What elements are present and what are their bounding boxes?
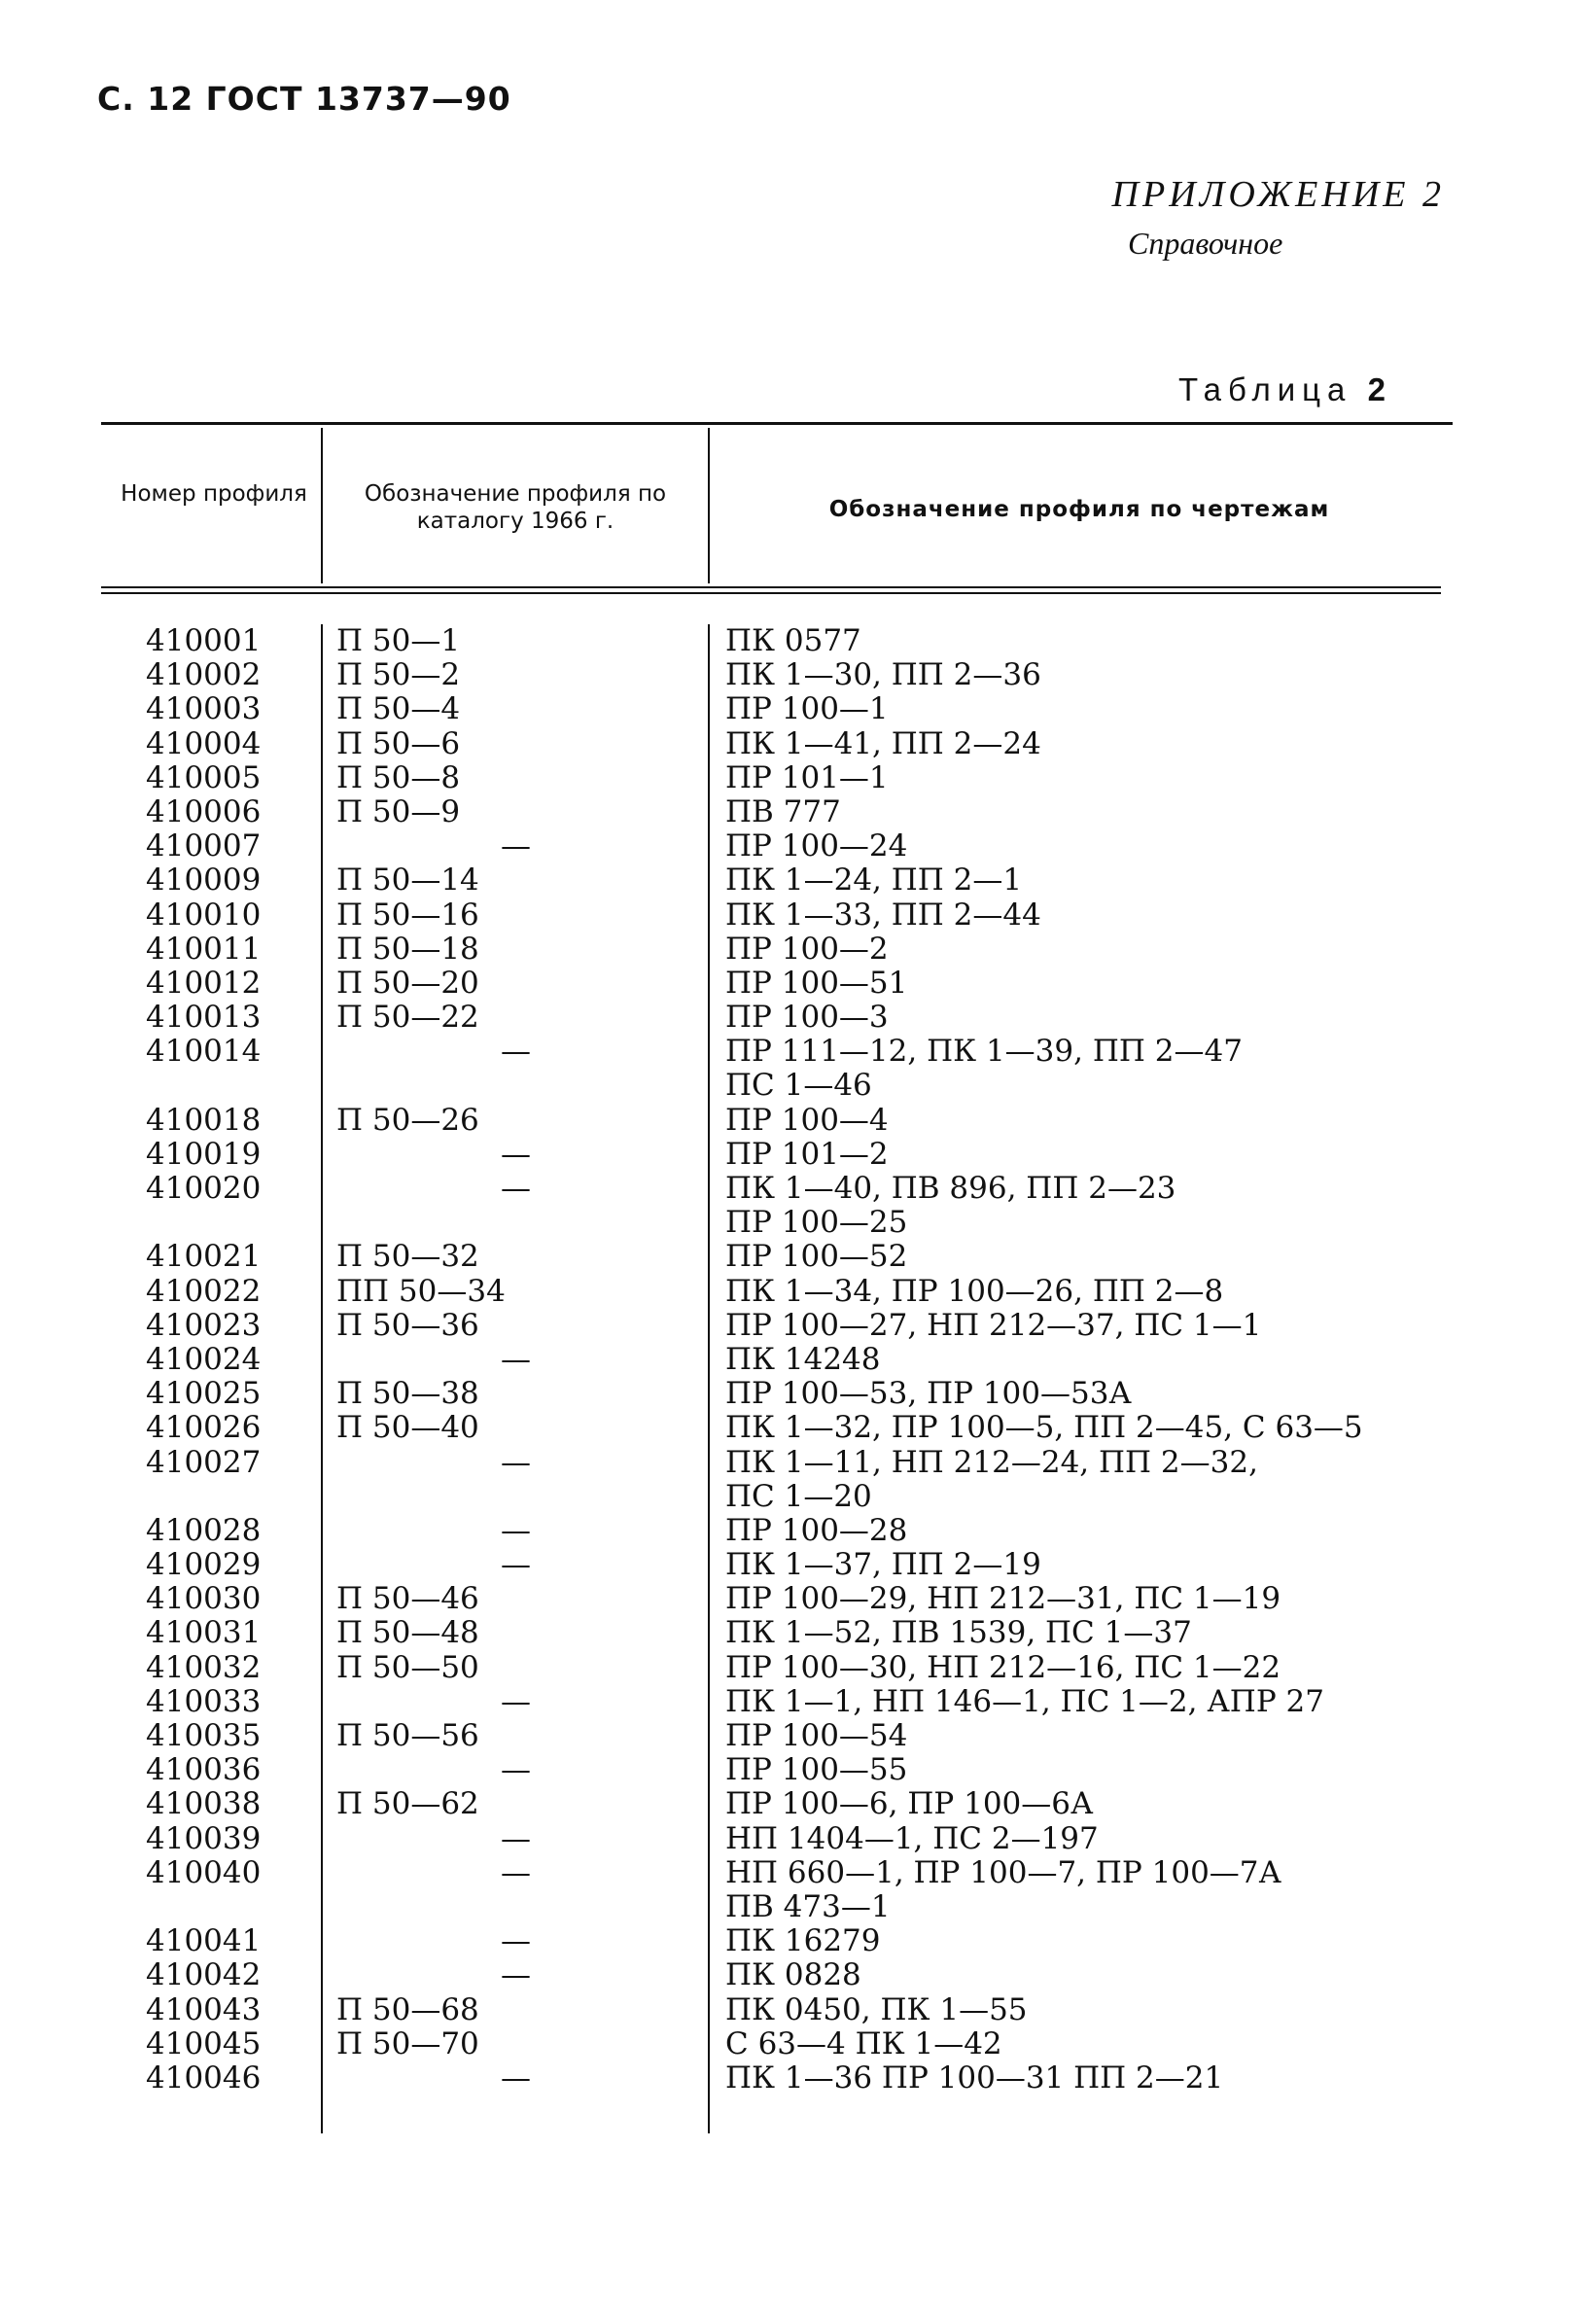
- drawing-designation: ПК 0828: [725, 1957, 861, 1993]
- table-row: [0, 1856, 1579, 1890]
- catalog-designation: —: [501, 1547, 531, 1583]
- drawing-designation: ПК 1—52, ПВ 1539, ПС 1—37: [725, 1615, 1192, 1651]
- table-row: [0, 2027, 1579, 2061]
- catalog-designation: —: [501, 1854, 531, 1890]
- drawing-designation: ПК 0577: [725, 623, 861, 658]
- table-row: [0, 1001, 1579, 1035]
- table-row: [0, 1206, 1579, 1240]
- profile-number: 410002: [146, 657, 262, 693]
- catalog-designation: —: [501, 1341, 531, 1377]
- profile-number: 410033: [146, 1683, 262, 1719]
- table-row: [0, 1514, 1579, 1548]
- drawing-designation: ПК 1—41, ПП 2—24: [725, 725, 1041, 761]
- table-body: [0, 624, 1579, 2095]
- profile-number: 410006: [146, 793, 262, 829]
- table-row: [0, 727, 1579, 761]
- table-label-number: 2: [1367, 371, 1386, 407]
- table-row: [0, 967, 1579, 1001]
- profile-number: 410022: [146, 1273, 262, 1309]
- catalog-designation: —: [501, 1444, 531, 1480]
- drawing-designation: ПК 1—24, ПП 2—1: [725, 863, 1023, 898]
- drawing-designation: ПР 100—25: [725, 1205, 908, 1241]
- table-row: [0, 829, 1579, 863]
- profile-number: 410043: [146, 1991, 262, 2027]
- column-divider: [708, 428, 710, 583]
- drawing-designation: ПК 1—32, ПР 100—5, ПП 2—45, С 63—5: [725, 1410, 1363, 1446]
- catalog-designation: —: [501, 2060, 531, 2095]
- catalog-designation: —: [501, 1512, 531, 1548]
- profile-number: 410021: [146, 1239, 262, 1275]
- drawing-designation: ПК 0450, ПК 1—55: [725, 1991, 1028, 2027]
- drawing-designation: ПК 1—36 ПР 100—31 ПП 2—21: [725, 2060, 1224, 2095]
- table-row: [0, 1377, 1579, 1411]
- profile-number: 410036: [146, 1752, 262, 1788]
- drawing-designation: ПК 16279: [725, 1923, 881, 1959]
- drawing-designation: ПР 100—55: [725, 1752, 908, 1788]
- profile-number: 410007: [146, 828, 262, 864]
- table-label-word: Таблица: [1178, 371, 1352, 407]
- profile-number: 410023: [146, 1307, 262, 1343]
- table-top-rule: [101, 422, 1453, 425]
- drawing-designation: ПР 100—27, НП 212—37, ПС 1—1: [725, 1307, 1262, 1343]
- profile-number: 410041: [146, 1923, 262, 1959]
- drawing-designation: ПР 101—2: [725, 1136, 889, 1172]
- table-row: [0, 1343, 1579, 1377]
- profile-number: 410027: [146, 1444, 262, 1480]
- drawing-designation: ПК 1—11, НП 212—24, ПП 2—32,: [725, 1444, 1258, 1480]
- table-row: [0, 933, 1579, 967]
- table-row: [0, 1787, 1579, 1821]
- profile-number: 410039: [146, 1820, 262, 1856]
- drawing-designation: ПР 100—30, НП 212—16, ПС 1—22: [725, 1649, 1281, 1685]
- header-rule: [101, 586, 1441, 588]
- header-catalog-1966: Обозначение профиля по каталогу 1966 г.: [364, 481, 667, 534]
- table-row: [0, 1924, 1579, 1958]
- table-row: [0, 1822, 1579, 1856]
- profile-number: 410042: [146, 1957, 262, 1993]
- profile-number: 410011: [146, 931, 262, 967]
- profile-number: 410012: [146, 965, 262, 1001]
- catalog-designation: —: [501, 1752, 531, 1788]
- catalog-designation: П 50—26: [336, 1102, 479, 1138]
- catalog-designation: П 50—9: [336, 793, 461, 829]
- table-row: [0, 1172, 1579, 1206]
- table-row: [0, 2061, 1579, 2095]
- profile-number: 410025: [146, 1376, 262, 1412]
- table-row: [0, 1616, 1579, 1650]
- catalog-designation: П 50—1: [336, 623, 461, 658]
- catalog-designation: —: [501, 1683, 531, 1719]
- column-divider: [321, 428, 323, 583]
- appendix-note: Справочное: [1128, 226, 1283, 261]
- catalog-designation: П 50—16: [336, 897, 479, 933]
- catalog-designation: П 50—68: [336, 1991, 479, 2027]
- table-row: [0, 1275, 1579, 1309]
- drawing-designation: ПС 1—20: [725, 1478, 872, 1514]
- catalog-designation: П 50—50: [336, 1649, 479, 1685]
- drawing-designation: ПР 101—1: [725, 759, 889, 795]
- table-row: [0, 1993, 1579, 2027]
- table-row: [0, 863, 1579, 898]
- profile-number: 410004: [146, 725, 262, 761]
- table-row: [0, 1309, 1579, 1343]
- table-row: [0, 1685, 1579, 1719]
- drawing-designation: НП 660—1, ПР 100—7, ПР 100—7А: [725, 1854, 1281, 1890]
- drawing-designation: ПК 14248: [725, 1341, 881, 1377]
- profile-number: 410031: [146, 1615, 262, 1651]
- page-reference: С. 12 ГОСТ 13737—90: [97, 80, 511, 118]
- drawing-designation: ПК 1—37, ПП 2—19: [725, 1547, 1041, 1583]
- table-row: [0, 1582, 1579, 1616]
- drawing-designation: ПР 100—6, ПР 100—6А: [725, 1786, 1094, 1822]
- drawing-designation: ПР 100—54: [725, 1718, 908, 1753]
- catalog-designation: ПП 50—34: [336, 1273, 506, 1309]
- profile-number: 410035: [146, 1718, 262, 1753]
- table-row: [0, 795, 1579, 829]
- catalog-designation: П 50—4: [336, 691, 461, 727]
- table-row: [0, 761, 1579, 795]
- catalog-designation: П 50—32: [336, 1239, 479, 1275]
- table-row: [0, 1890, 1579, 1924]
- table-row: [0, 1104, 1579, 1138]
- table-row: [0, 1138, 1579, 1172]
- header-rule: [101, 592, 1441, 594]
- profile-number: 410020: [146, 1171, 262, 1206]
- catalog-designation: П 50—70: [336, 2025, 479, 2061]
- profile-number: 410019: [146, 1136, 262, 1172]
- catalog-designation: —: [501, 1820, 531, 1856]
- catalog-designation: П 50—62: [336, 1786, 479, 1822]
- table-row: [0, 1240, 1579, 1274]
- table-row: [0, 1958, 1579, 1992]
- table-row: [0, 624, 1579, 658]
- drawing-designation: ПР 100—51: [725, 965, 908, 1001]
- profile-number: 410018: [146, 1102, 262, 1138]
- table-row: [0, 1651, 1579, 1685]
- profile-number: 410040: [146, 1854, 262, 1890]
- drawing-designation: НП 1404—1, ПС 2—197: [725, 1820, 1099, 1856]
- drawing-designation: ПС 1—46: [725, 1068, 872, 1104]
- catalog-designation: П 50—36: [336, 1307, 479, 1343]
- profile-number: 410026: [146, 1410, 262, 1446]
- profile-number: 410045: [146, 2025, 262, 2061]
- profile-number: 410014: [146, 1034, 262, 1070]
- drawing-designation: ПР 111—12, ПК 1—39, ПП 2—47: [725, 1034, 1243, 1070]
- profile-number: 410030: [146, 1581, 262, 1617]
- drawing-designation: ПК 1—40, ПВ 896, ПП 2—23: [725, 1171, 1176, 1206]
- drawing-designation: ПК 1—34, ПР 100—26, ПП 2—8: [725, 1273, 1224, 1309]
- catalog-designation: П 50—8: [336, 759, 461, 795]
- profile-number: 410038: [146, 1786, 262, 1822]
- drawing-designation: ПР 100—52: [725, 1239, 908, 1275]
- profile-number: 410001: [146, 623, 262, 658]
- drawing-designation: ПК 1—1, НП 146—1, ПС 1—2, АПР 27: [725, 1683, 1324, 1719]
- profile-number: 410013: [146, 1000, 262, 1036]
- table-row: [0, 1446, 1579, 1480]
- catalog-designation: —: [501, 1034, 531, 1070]
- table-row: [0, 1035, 1579, 1069]
- catalog-designation: —: [501, 828, 531, 864]
- catalog-designation: П 50—2: [336, 657, 461, 693]
- catalog-designation: П 50—18: [336, 931, 479, 967]
- drawing-designation: ПВ 777: [725, 793, 841, 829]
- profile-number: 410010: [146, 897, 262, 933]
- drawing-designation: ПР 100—28: [725, 1512, 908, 1548]
- drawing-designation: ПР 100—53, ПР 100—53А: [725, 1376, 1132, 1412]
- catalog-designation: П 50—6: [336, 725, 461, 761]
- drawing-designation: ПР 100—4: [725, 1102, 889, 1138]
- header-profile-number: Номер профиля: [121, 481, 307, 507]
- table-row: [0, 898, 1579, 933]
- table-row: [0, 1411, 1579, 1445]
- catalog-designation: П 50—46: [336, 1581, 479, 1617]
- drawing-designation: ПК 1—30, ПП 2—36: [725, 657, 1041, 693]
- profile-number: 410028: [146, 1512, 262, 1548]
- drawing-designation: ПР 100—1: [725, 691, 889, 727]
- catalog-designation: П 50—22: [336, 1000, 479, 1036]
- profile-number: 410046: [146, 2060, 262, 2095]
- profile-number: 410029: [146, 1547, 262, 1583]
- drawing-designation: ПР 100—24: [725, 828, 908, 864]
- table-row: [0, 692, 1579, 726]
- catalog-designation: —: [501, 1957, 531, 1993]
- table-label: [1178, 371, 1386, 408]
- catalog-designation: П 50—56: [336, 1718, 479, 1753]
- catalog-designation: —: [501, 1171, 531, 1206]
- header-drawings: Обозначение профиля по чертежам: [828, 497, 1330, 522]
- profile-number: 410024: [146, 1341, 262, 1377]
- drawing-designation: ПВ 473—1: [725, 1888, 891, 1924]
- drawing-designation: С 63—4 ПК 1—42: [725, 2025, 1002, 2061]
- catalog-designation: П 50—38: [336, 1376, 479, 1412]
- drawing-designation: ПР 100—3: [725, 1000, 889, 1036]
- drawing-designation: ПК 1—33, ПП 2—44: [725, 897, 1041, 933]
- profile-number: 410003: [146, 691, 262, 727]
- drawing-designation: ПР 100—2: [725, 931, 889, 967]
- appendix-title: ПРИЛОЖЕНИЕ 2: [1111, 174, 1445, 215]
- profile-number: 410032: [146, 1649, 262, 1685]
- catalog-designation: П 50—14: [336, 863, 479, 898]
- catalog-designation: —: [501, 1136, 531, 1172]
- table-row: [0, 1719, 1579, 1753]
- profile-number: 410009: [146, 863, 262, 898]
- table-row: [0, 1480, 1579, 1514]
- table-row: [0, 1069, 1579, 1103]
- table-row: [0, 1753, 1579, 1787]
- catalog-designation: П 50—40: [336, 1410, 479, 1446]
- profile-number: 410005: [146, 759, 262, 795]
- catalog-designation: П 50—48: [336, 1615, 479, 1651]
- catalog-designation: —: [501, 1923, 531, 1959]
- drawing-designation: ПР 100—29, НП 212—31, ПС 1—19: [725, 1581, 1281, 1617]
- table-row: [0, 1548, 1579, 1582]
- catalog-designation: П 50—20: [336, 965, 479, 1001]
- table-row: [0, 658, 1579, 692]
